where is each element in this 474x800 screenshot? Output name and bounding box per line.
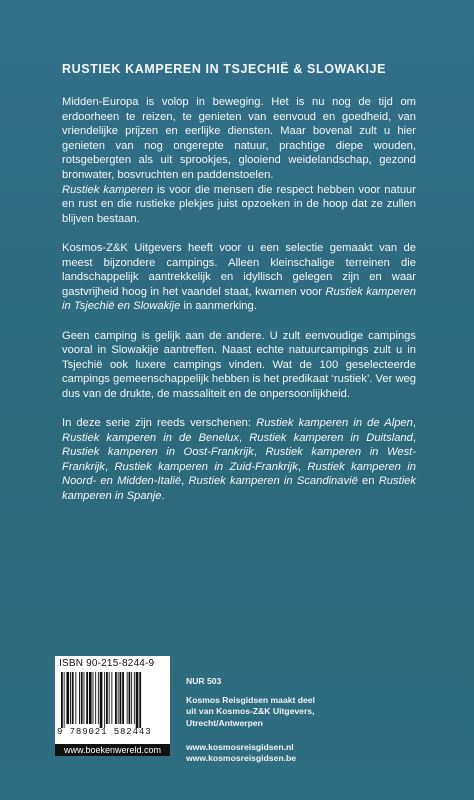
emphasis-book-title: Rustiek kamperen in Tsjechië en Slowakije — [62, 285, 416, 313]
paragraph-publisher-start: Kosmos-Z&K Uitgevers heeft voor u een selectie gemaakt van de meest bijzondere campings. Alleen kleinschalige terreinen die landschappelijk aantrekkelijk en idyllisch gelegen zijn en waar gastvrijheid hoog in het vaandel staat, kwamen voor — [62, 241, 416, 298]
publisher-line-2: uit van Kosmos-Z&K Uitgevers, — [186, 706, 315, 717]
barcode-block — [55, 656, 170, 744]
paragraph-publisher-end: in aanmerking. — [180, 300, 257, 313]
series-title: Rustiek kamperen in Duitsland — [249, 431, 413, 444]
nur-code: NUR 503 — [186, 676, 222, 686]
series-title: Rustiek kamperen in Oost-Frankrijk — [62, 446, 254, 459]
series-title: Rustiek kamperen in de Alpen — [256, 417, 413, 430]
url-be: www.kosmosreisgidsen.be — [186, 753, 297, 764]
publisher-line-1: Kosmos Reisgidsen maakt deel — [186, 695, 315, 706]
publisher-line-3: Utrecht/Antwerpen — [186, 717, 263, 728]
barcode-number: 9 789021 582443 — [57, 727, 152, 737]
publisher-urls — [186, 742, 356, 764]
blurb-text — [62, 95, 416, 518]
series-title: Rustiek kamperen in Scandinavië — [188, 475, 358, 488]
series-title: Rustiek kamperen in West-Frankrijk — [62, 446, 416, 473]
isbn-label: ISBN 90-215-8244-9 — [59, 658, 155, 669]
paragraph-series — [62, 416, 416, 504]
paragraph-intro: Midden-Europa is volop in beweging. Het is nu nog de tijd om erdoorheen te reizen, te genieten van eenvoud en goedheid, van vriendelijke prijzen en eerlijke diensten. Maar bovenal zult u hier genieten van nog ongerepte natuur, prachtige diepe wouden, rotsgebergten als uit sprookjes, glooiend weidelandschap, gezond bronwater, bosvruchten en paddenstoelen. — [62, 96, 416, 181]
emphasis-rustiek-kamperen: Rustiek kamperen — [62, 183, 154, 196]
series-intro: In deze serie zijn reeds verschenen: — [62, 417, 257, 430]
paragraph-rustiek-text: is voor die mensen die respect hebben voor natuur en rust en die rustieke plekjes juist opzoeken in de hoop dat ze zullen blijven bestaan. — [62, 183, 416, 225]
series-title: Rustiek kamperen in Noord- en Midden-Italië — [62, 460, 417, 488]
publisher-info — [186, 676, 356, 764]
paragraph-publisher — [62, 241, 416, 314]
bookstore-website: www.boekenwereld.com — [55, 744, 170, 756]
paragraph-campings: Geen camping is gelijk aan de andere. U zult eenvoudige campings vooral in Slowakije aantreffen. Naast echte natuurcampings zult u in Tsjechië ook luxere campings vinden. Wat de 100 geselecteerde campings gemeenschappelijk hebben is het predikaat ‘rustiek’. Ver weg dus van de drukte, de massaliteit en de onpersoonlijkheid. — [62, 329, 416, 400]
book-title: RUSTIEK KAMPEREN IN TSJECHIË & SLOWAKIJE — [62, 62, 387, 76]
barcode-icon — [61, 672, 164, 728]
url-nl: www.kosmosreisgidsen.nl — [186, 742, 294, 752]
series-title: Rustiek kamperen in Zuid-Frankrijk — [114, 460, 298, 473]
paragraph-rustiek — [62, 183, 416, 227]
series-title: Rustiek kamperen in Spanje — [62, 475, 416, 503]
series-list: Rustiek kamperen in de Alpen, Rustiek kamperen in de Benelux, Rustiek kamperen in Duitsland, Rustiek kamperen in Oost-Frankrijk, Rustiek kamperen in West-Frankrijk, Rustiek kamperen in Zuid-Frankrijk, Rustiek kamperen in Noord- en Midden-Italië, Rustiek kamperen in Scandinavië en Rustiek kamperen in Spanje. — [62, 417, 417, 503]
series-title: Rustiek kamperen in de Benelux — [62, 431, 239, 444]
